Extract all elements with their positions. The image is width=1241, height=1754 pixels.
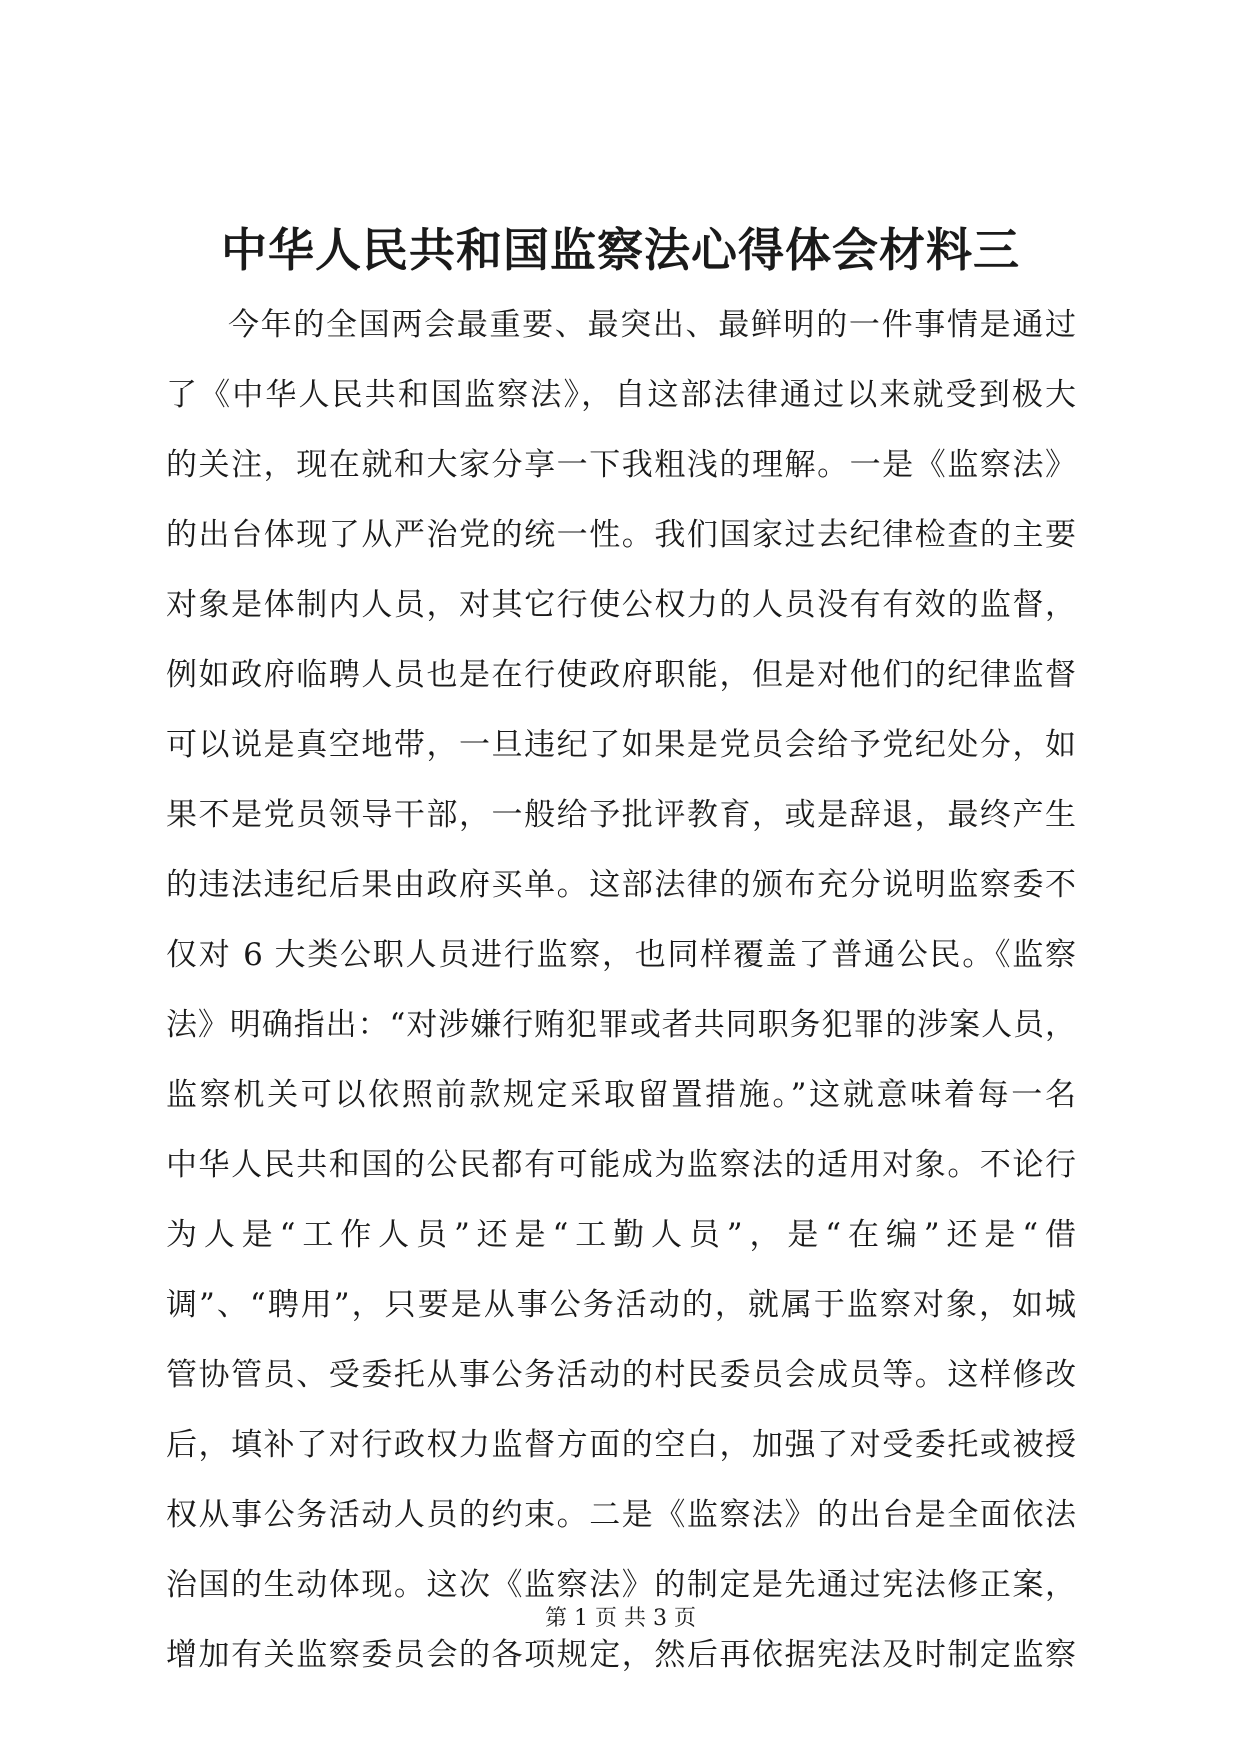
body-line: 仅对 6 大类公职人员进行监察，也同样覆盖了普通公民。《监察 — [166, 937, 1076, 973]
body-line: 的关注，现在就和大家分享一下我粗浅的理解。一是《监察法》 — [166, 447, 1076, 483]
body-line: 可以说是真空地带，一旦违纪了如果是党员会给予党纪处分，如 — [166, 727, 1076, 763]
body-line: 了《中华人民共和国监察法》，自这部法律通过以来就受到极大 — [166, 377, 1076, 413]
document-body — [166, 290, 1076, 1690]
body-line: 的违法违纪后果由政府买单。这部法律的颁布充分说明监察委不 — [166, 867, 1076, 903]
body-line: 后，填补了对行政权力监督方面的空白，加强了对受委托或被授 — [166, 1427, 1076, 1463]
page-footer: 第 1 页 共 3 页 — [545, 1606, 696, 1631]
body-line: 增加有关监察委员会的各项规定，然后再依据宪法及时制定监察 — [166, 1637, 1076, 1673]
body-line: 为人是“工作人员”还是“工勤人员”，是“在编”还是“借 — [166, 1217, 1076, 1253]
body-line: 今年的全国两会最重要、最突出、最鲜明的一件事情是通过 — [228, 307, 1076, 343]
body-line: 法》明确指出：“对涉嫌行贿犯罪或者共同职务犯罪的涉案人员， — [166, 1007, 1076, 1043]
document-title: 中华人民共和国监察法心得体会材料三 — [221, 223, 1020, 277]
body-line: 管协管员、受委托从事公务活动的村民委员会成员等。这样修改 — [166, 1357, 1076, 1393]
body-line: 治国的生动体现。这次《监察法》的制定是先通过宪法修正案， — [166, 1567, 1076, 1603]
body-line: 监察机关可以依照前款规定采取留置措施。”这就意味着每一名 — [166, 1077, 1076, 1113]
body-line: 例如政府临聘人员也是在行使政府职能，但是对他们的纪律监督 — [166, 657, 1076, 693]
body-line: 中华人民共和国的公民都有可能成为监察法的适用对象。不论行 — [166, 1147, 1076, 1183]
body-line: 权从事公务活动人员的约束。二是《监察法》的出台是全面依法 — [166, 1497, 1076, 1533]
body-line: 果不是党员领导干部，一般给予批评教育，或是辞退，最终产生 — [166, 797, 1076, 833]
body-line: 调”、“聘用”，只要是从事公务活动的，就属于监察对象，如城 — [166, 1287, 1076, 1323]
body-line: 对象是体制内人员，对其它行使公权力的人员没有有效的监督， — [166, 587, 1076, 623]
body-line: 的出台体现了从严治党的统一性。我们国家过去纪律检查的主要 — [166, 517, 1076, 553]
